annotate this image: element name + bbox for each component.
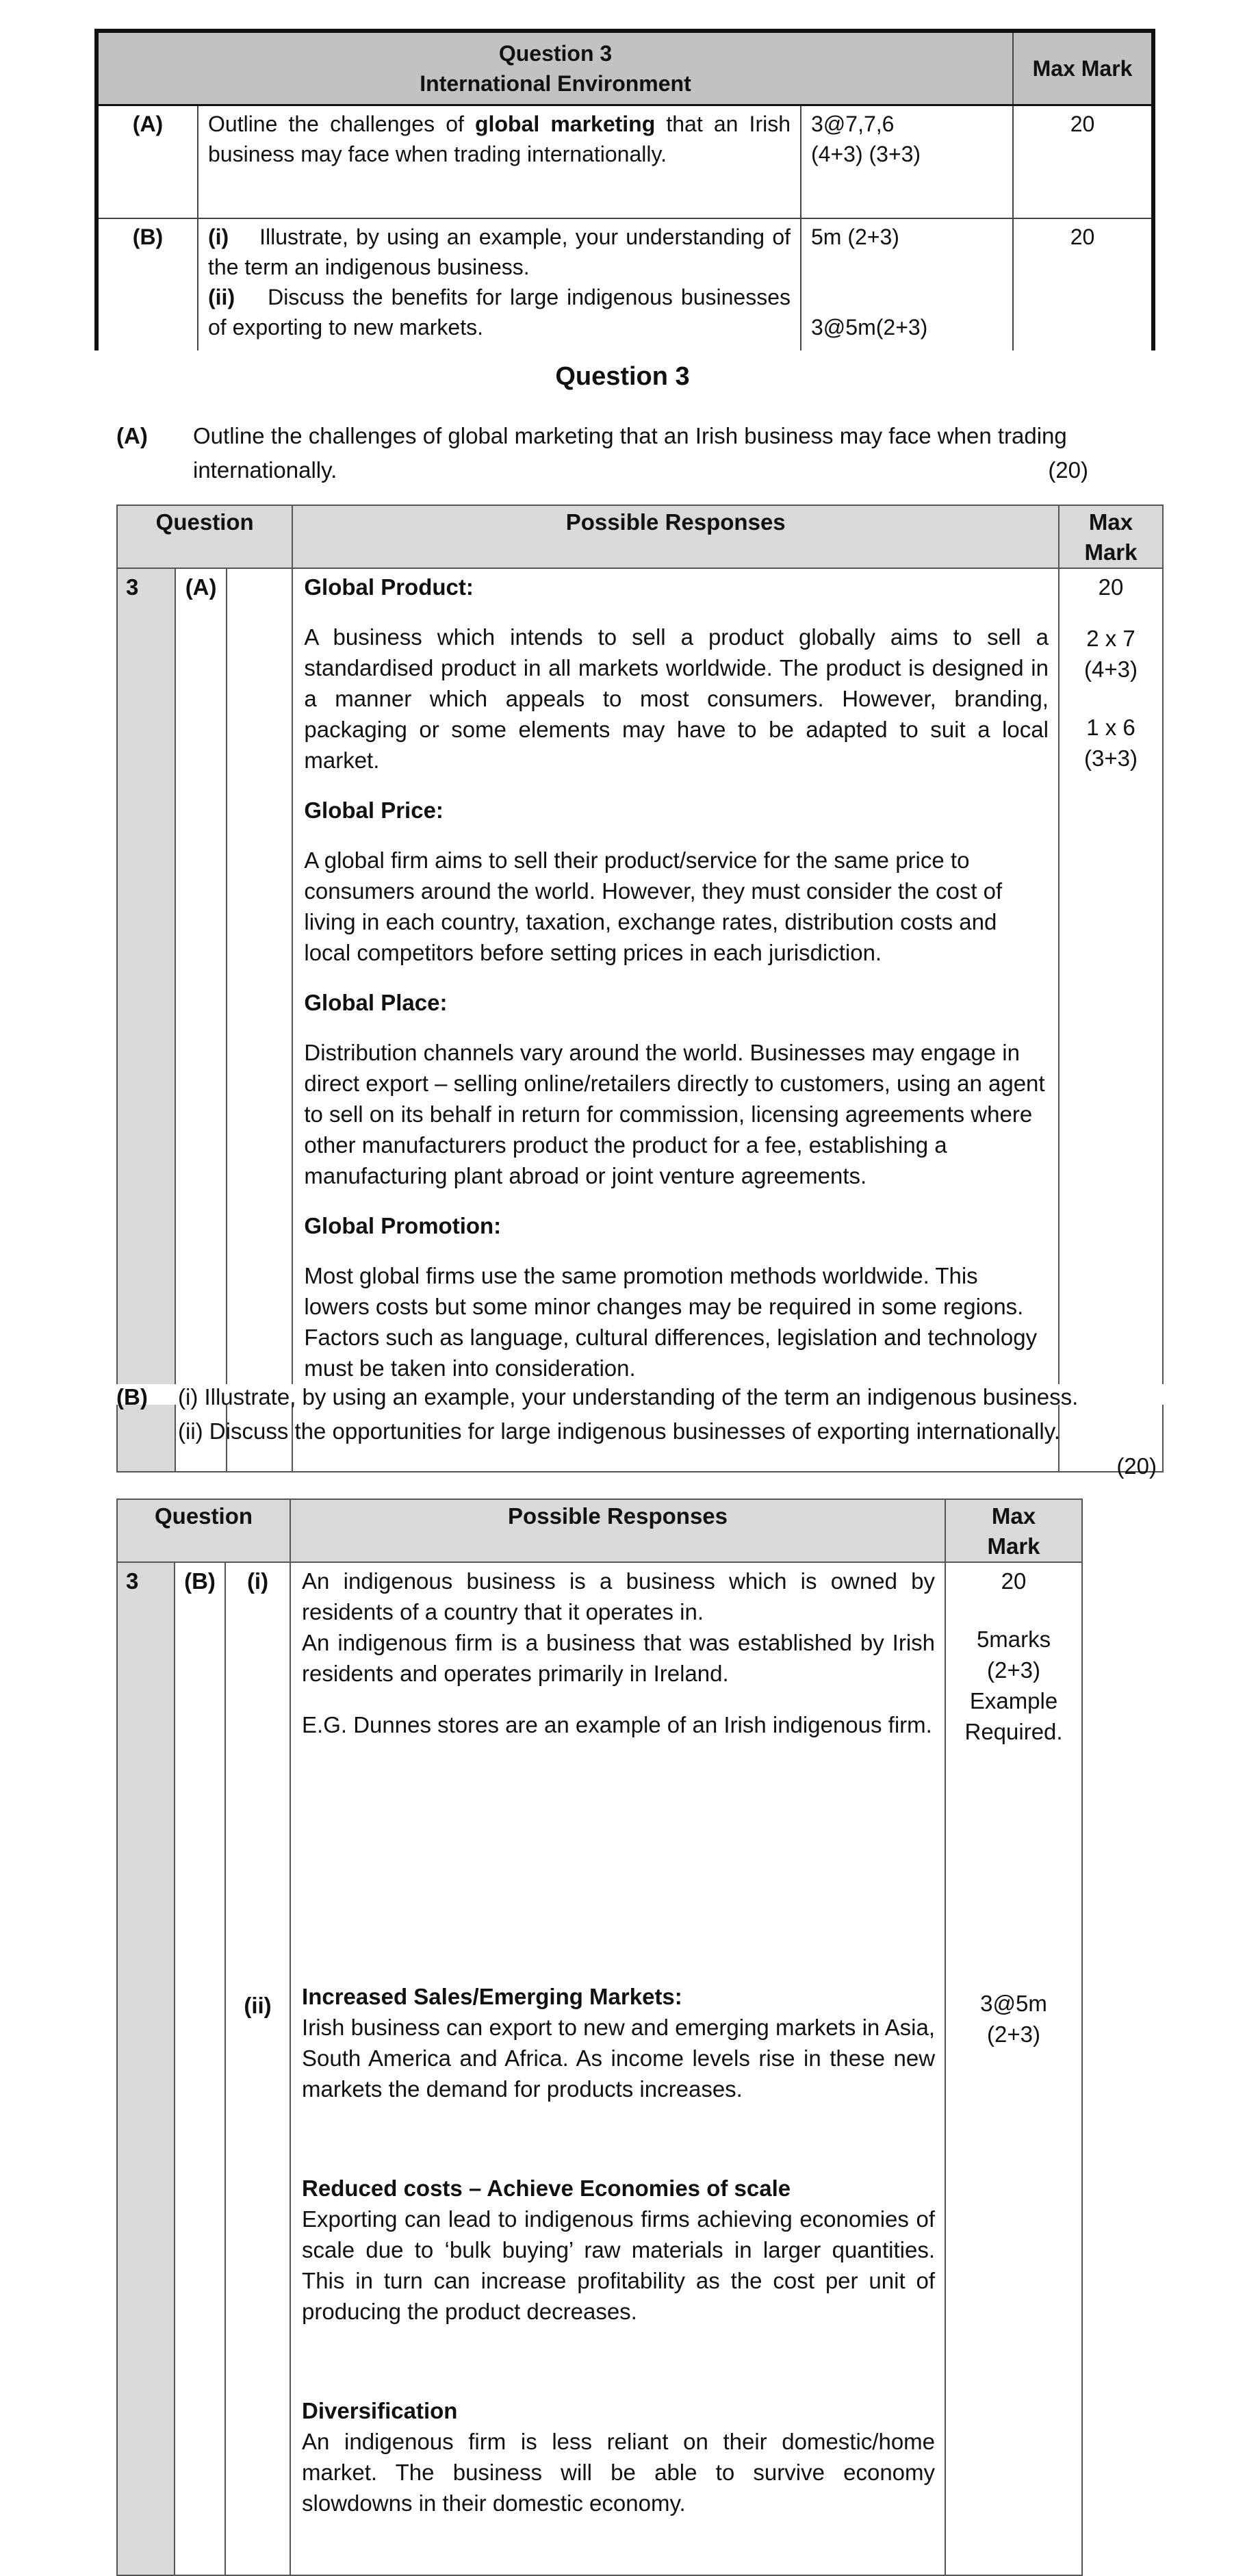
- max-mark-header: Max Mark: [945, 1499, 1082, 1562]
- question-number: 3: [117, 1562, 175, 2575]
- response-content: [290, 1562, 945, 2575]
- part-a-label: (A): [116, 423, 148, 448]
- summary-row-a: [97, 105, 1153, 218]
- mark-note: Example: [969, 1688, 1058, 1713]
- mark-allocation: 2 x 7: [1086, 626, 1135, 651]
- summary-title: Question 3: [498, 41, 613, 66]
- question-header: Question: [117, 505, 292, 568]
- mark-allocation: (4+3): [1084, 656, 1138, 682]
- part-b-question-line: (ii) Discuss the opportunities for large indigenous businesses of exporting internationally.: [178, 1418, 1060, 1444]
- summary-max-value: 20: [1013, 105, 1153, 218]
- max-total: 20: [1001, 1568, 1027, 1594]
- mark-allocation: (2+3): [987, 1657, 1041, 1683]
- part-b-label: (B): [116, 1384, 148, 1410]
- mark-note: Required.: [964, 1719, 1063, 1744]
- section-body: A business which intends to sell a product globally aims to sell a standardised product in all markets worldwide. The product is designed in a manner which appeals to most consumers. However, branding, packaging or some elements may have to be adapted to suit a local market.: [304, 624, 1049, 773]
- section-body: Exporting can lead to indigenous firms achieving economies of scale due to ‘bulk buying’ raw materials in larger quantities. This in turn can increase profitability as the cost per unit of producing the product decreases.: [302, 2206, 936, 2324]
- subpart-ii-label: (ii): [244, 1993, 272, 2018]
- section-heading: Global Product:: [304, 574, 474, 600]
- summary-question-text: Outline the challenges of global marketing that an Irish business may face when trading internationally.: [198, 105, 801, 218]
- summary-table: [94, 29, 1155, 354]
- part-b-response-table: [116, 1499, 1083, 2576]
- summary-question-text: (i) Illustrate, by using an example, your understanding of the term an indigenous business. (ii) Discuss the benefits for large indigenous businesses of exporting to new markets.: [198, 218, 801, 353]
- part-a-response-table: [116, 505, 1164, 1472]
- question-number: 3: [117, 568, 175, 1472]
- part-b-question-line: (i) Illustrate, by using an example, your understanding of the term an indigenous business.: [178, 1384, 1079, 1410]
- summary-marks: 5m (2+3) 3@5m(2+3): [801, 218, 1013, 353]
- summary-row-label: (B): [97, 218, 198, 353]
- response-content: [292, 568, 1059, 1472]
- section-body: A global firm aims to sell their product/service for the same price to consumers around the world. However, they must consider the cost of living in each country, taxation, exchange rates, distribution costs and local competitors before setting prices in each jurisdiction.: [304, 847, 1003, 965]
- summary-row-b: [97, 218, 1153, 353]
- max-mark-header: Max Mark: [1059, 505, 1163, 568]
- section-heading: Diversification: [302, 2398, 458, 2423]
- summary-row-label: (A): [97, 105, 198, 218]
- max-mark-cell: [1059, 568, 1163, 1472]
- summary-title-cell: [97, 31, 1013, 105]
- mark-allocation: (3+3): [1084, 745, 1138, 771]
- mark-allocation: 5marks: [976, 1627, 1051, 1652]
- max-mark-cell: [945, 1562, 1082, 2575]
- subpart-i-label: (i): [246, 1568, 269, 1594]
- mark-allocation: 3@5m: [980, 1991, 1047, 2016]
- subpart-cell: [227, 568, 292, 1472]
- question-part: (A): [175, 568, 227, 1472]
- section-heading: Reduced costs – Achieve Economies of scale: [302, 2176, 791, 2201]
- summary-subtitle: International Environment: [420, 71, 691, 96]
- mark-allocation: (2+3): [987, 2022, 1041, 2047]
- section-heading: Global Place:: [304, 990, 448, 1015]
- subpart-cell: [225, 1562, 290, 2575]
- section-body: Most global firms use the same promotion methods worldwide. This lowers costs but some minor changes may be required in some regions. Factors such as language, cultural differences, legislation and technology must be taken into consideration.: [304, 1263, 1038, 1381]
- part-a-question-line: Outline the challenges of global marketing that an Irish business may face when trading: [193, 423, 1067, 448]
- question-header: Question: [117, 1499, 290, 1562]
- definition-text: An indigenous business is a business which is owned by residents of a country that it operates in.: [302, 1568, 936, 1624]
- summary-max-header: Max Mark: [1013, 31, 1153, 105]
- part-a-marks: (20): [1048, 457, 1088, 483]
- part-a-question-line: internationally.: [193, 457, 337, 483]
- responses-header: Possible Responses: [290, 1499, 945, 1562]
- question-part: (B): [175, 1562, 225, 2575]
- section-heading: Global Promotion:: [304, 1213, 502, 1238]
- max-total: 20: [1098, 574, 1124, 600]
- section-heading: Increased Sales/Emerging Markets:: [302, 1984, 682, 2009]
- part-b-marks: (20): [1116, 1453, 1157, 1479]
- section-heading: Global Price:: [304, 798, 444, 823]
- section-body: An indigenous firm is less reliant on their domestic/home market. The business will be able to survive economy slowdowns in their domestic economy.: [302, 2429, 936, 2516]
- section-body: Irish business can export to new and emerging markets in Asia, South America and Africa. As income levels rise in these new markets the demand for products increases.: [302, 2015, 936, 2102]
- summary-max-value: 20: [1013, 218, 1153, 353]
- definition-text: An indigenous firm is a business that was established by Irish residents and operates primarily in Ireland.: [302, 1630, 936, 1686]
- responses-header: Possible Responses: [292, 505, 1059, 568]
- section-body: Distribution channels vary around the world. Businesses may engage in direct export – selling online/retailers directly to customers, using an agent to sell on its behalf in return for commission, licensing agreements where other manufacturers product the product for a fee, establishing a manufacturing plant abroad or joint venture agreements.: [304, 1040, 1045, 1188]
- part-b-prompt: [116, 1380, 1157, 1483]
- summary-marks: 3@7,7,6 (4+3) (3+3): [801, 105, 1013, 218]
- example-text: E.G. Dunnes stores are an example of an Irish indigenous firm.: [302, 1712, 932, 1737]
- part-a-prompt: [116, 419, 1088, 494]
- bold-term: global marketing: [475, 112, 656, 137]
- mark-allocation: 1 x 6: [1086, 715, 1135, 740]
- page-title: Question 3: [555, 362, 690, 391]
